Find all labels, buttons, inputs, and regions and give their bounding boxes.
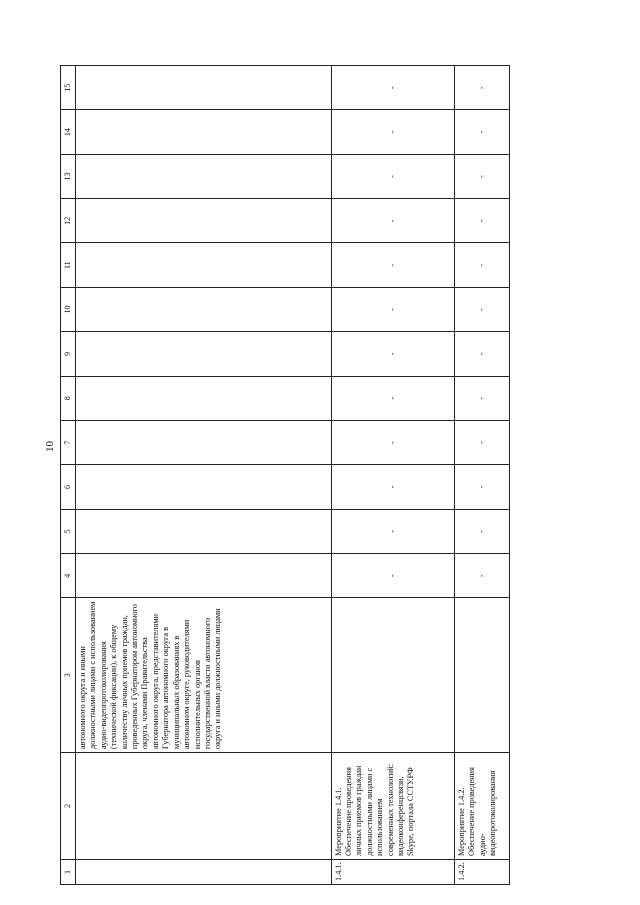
value-cell: - bbox=[331, 332, 454, 376]
value-cell: - bbox=[454, 110, 509, 154]
value-cell: - bbox=[331, 66, 454, 110]
row-name: Мероприятие 1.4.2. Обеспечение проведения аудио-видеопротоколирования bbox=[454, 753, 509, 860]
value-cell: - bbox=[331, 154, 454, 198]
value-cell bbox=[76, 287, 332, 331]
header-cell: 9 bbox=[61, 332, 76, 376]
value-cell: - bbox=[454, 199, 509, 243]
value-cell: - bbox=[454, 66, 509, 110]
rotated-table-container bbox=[60, 65, 510, 885]
row-indicator: автономного округа и иными должностными лицами с использованием аудио-видеопротоколирования (технической фиксации), к общему количеству личных приемов граждан, проведенных Губернатором автономного округа, членами Правительства автономного округа, представителями Губернатора автономного округа в муниципальных образованиях в автономном округе, руководителями исполнительных органов государственной власти автономного округа и иными должностными лицами bbox=[76, 598, 332, 753]
header-cell: 10 bbox=[61, 287, 76, 331]
value-cell: - bbox=[454, 376, 509, 420]
value-cell bbox=[76, 66, 332, 110]
header-cell: 6 bbox=[61, 465, 76, 509]
value-cell bbox=[76, 243, 332, 287]
value-cell: - bbox=[331, 287, 454, 331]
value-cell: - bbox=[454, 243, 509, 287]
header-cell: 12 bbox=[61, 199, 76, 243]
header-row bbox=[61, 66, 76, 885]
header-cell: 14 bbox=[61, 110, 76, 154]
value-cell: - bbox=[454, 509, 509, 553]
value-cell bbox=[76, 554, 332, 598]
value-cell: - bbox=[454, 554, 509, 598]
value-cell bbox=[76, 110, 332, 154]
value-cell: - bbox=[331, 376, 454, 420]
value-cell: - bbox=[331, 420, 454, 464]
header-cell: 8 bbox=[61, 376, 76, 420]
value-cell: - bbox=[454, 287, 509, 331]
row-indicator bbox=[331, 598, 454, 753]
header-cell: 15 bbox=[61, 66, 76, 110]
row-name: Мероприятие 1.4.1. Обеспечение проведения личных приемов граждан должностными лицами с использованием современных технологий: видеоконференцсвязи, Skype, портала ССТУ.РФ bbox=[331, 753, 454, 860]
header-cell: 7 bbox=[61, 420, 76, 464]
value-cell: - bbox=[331, 509, 454, 553]
value-cell: - bbox=[331, 465, 454, 509]
table-row bbox=[454, 66, 509, 885]
header-cell: 11 bbox=[61, 243, 76, 287]
value-cell: - bbox=[331, 199, 454, 243]
value-cell: - bbox=[454, 420, 509, 464]
value-cell bbox=[76, 509, 332, 553]
header-cell: 13 bbox=[61, 154, 76, 198]
value-cell: - bbox=[454, 465, 509, 509]
value-cell: - bbox=[331, 243, 454, 287]
value-cell: - bbox=[331, 110, 454, 154]
row-number: 1.4.2. bbox=[454, 859, 509, 884]
page-number: 10 bbox=[44, 441, 56, 452]
header-cell: 4 bbox=[61, 554, 76, 598]
value-cell: - bbox=[454, 154, 509, 198]
row-number bbox=[76, 859, 332, 884]
table-row bbox=[76, 66, 332, 885]
row-name bbox=[76, 753, 332, 860]
header-cell: 3 bbox=[61, 598, 76, 753]
value-cell: - bbox=[331, 554, 454, 598]
header-cell: 1 bbox=[61, 859, 76, 884]
value-cell bbox=[76, 199, 332, 243]
value-cell bbox=[76, 332, 332, 376]
header-cell: 2 bbox=[61, 753, 76, 860]
value-cell bbox=[76, 376, 332, 420]
value-cell bbox=[76, 420, 332, 464]
row-indicator bbox=[454, 598, 509, 753]
program-table bbox=[60, 65, 510, 885]
header-cell: 5 bbox=[61, 509, 76, 553]
value-cell bbox=[76, 465, 332, 509]
value-cell: - bbox=[454, 332, 509, 376]
table-row bbox=[331, 66, 454, 885]
row-number: 1.4.1. bbox=[331, 859, 454, 884]
value-cell bbox=[76, 154, 332, 198]
